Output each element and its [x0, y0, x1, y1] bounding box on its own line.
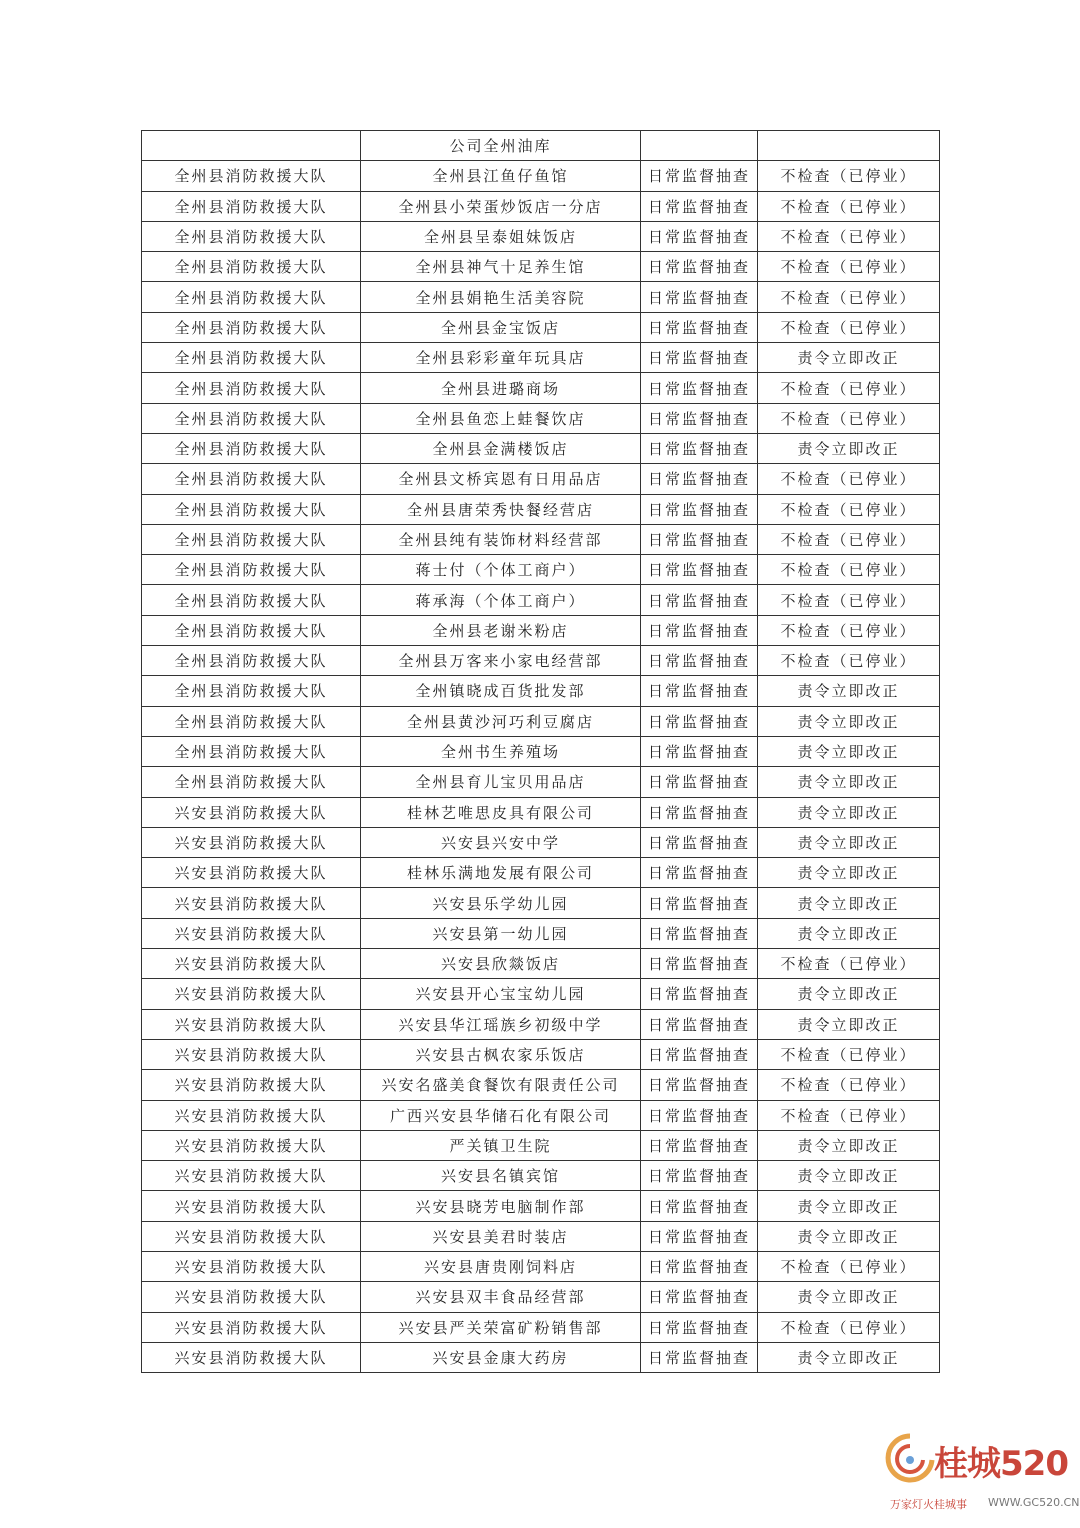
unit-cell: 全州县消防救援大队 — [142, 221, 361, 251]
method-cell: 日常监督抽查 — [641, 676, 758, 706]
result-cell: 不检查（已停业） — [758, 1039, 940, 1069]
result-cell: 不检查（已停业） — [758, 1100, 940, 1130]
table-row — [142, 918, 940, 948]
unit-cell: 兴安县消防救援大队 — [142, 858, 361, 888]
unit-cell: 全州县消防救援大队 — [142, 767, 361, 797]
unit-cell: 兴安县消防救援大队 — [142, 1191, 361, 1221]
venue-cell: 兴安县欣燚饭店 — [361, 949, 641, 979]
method-cell: 日常监督抽查 — [641, 1342, 758, 1372]
table-row — [142, 979, 940, 1009]
table-row — [142, 555, 940, 585]
table-row — [142, 1130, 940, 1160]
method-cell: 日常监督抽查 — [641, 1251, 758, 1281]
method-cell: 日常监督抽查 — [641, 373, 758, 403]
method-cell: 日常监督抽查 — [641, 312, 758, 342]
table-row — [142, 858, 940, 888]
result-cell: 责令立即改正 — [758, 827, 940, 857]
unit-cell: 全州县消防救援大队 — [142, 191, 361, 221]
venue-cell: 蒋士付（个体工商户） — [361, 555, 641, 585]
method-cell: 日常监督抽查 — [641, 161, 758, 191]
table-row — [142, 403, 940, 433]
unit-cell: 全州县消防救援大队 — [142, 161, 361, 191]
result-cell: 责令立即改正 — [758, 343, 940, 373]
result-cell: 责令立即改正 — [758, 1342, 940, 1372]
table-row — [142, 343, 940, 373]
venue-cell: 兴安县兴安中学 — [361, 827, 641, 857]
method-cell: 日常监督抽查 — [641, 1161, 758, 1191]
result-cell: 不检查（已停业） — [758, 1251, 940, 1281]
table-row — [142, 191, 940, 221]
table-row — [142, 1070, 940, 1100]
unit-cell: 兴安县消防救援大队 — [142, 1100, 361, 1130]
venue-cell: 兴安县金康大药房 — [361, 1342, 641, 1372]
venue-cell: 桂林艺唯思皮具有限公司 — [361, 797, 641, 827]
table-row — [142, 1282, 940, 1312]
result-cell: 不检查（已停业） — [758, 615, 940, 645]
unit-cell: 兴安县消防救援大队 — [142, 1282, 361, 1312]
table-row — [142, 494, 940, 524]
method-cell: 日常监督抽查 — [641, 736, 758, 766]
table-row — [142, 888, 940, 918]
result-cell: 责令立即改正 — [758, 858, 940, 888]
inspection-table — [141, 130, 940, 1373]
result-cell: 不检查（已停业） — [758, 282, 940, 312]
unit-cell: 兴安县消防救援大队 — [142, 1130, 361, 1160]
result-cell: 不检查（已停业） — [758, 949, 940, 979]
unit-cell: 全州县消防救援大队 — [142, 373, 361, 403]
venue-cell: 全州县金满楼饭店 — [361, 433, 641, 463]
venue-cell: 全州县金宝饭店 — [361, 312, 641, 342]
venue-cell: 公司全州油库 — [361, 131, 641, 161]
unit-cell: 全州县消防救援大队 — [142, 282, 361, 312]
result-cell: 不检查（已停业） — [758, 1070, 940, 1100]
method-cell: 日常监督抽查 — [641, 858, 758, 888]
venue-cell: 兴安县名镇宾馆 — [361, 1161, 641, 1191]
table-row — [142, 524, 940, 554]
watermark-site: WWW.GC520.CN — [988, 1496, 1080, 1509]
result-cell: 责令立即改正 — [758, 433, 940, 463]
unit-cell: 全州县消防救援大队 — [142, 464, 361, 494]
table-row — [142, 736, 940, 766]
table-row — [142, 464, 940, 494]
method-cell: 日常监督抽查 — [641, 827, 758, 857]
venue-cell: 全州县纯有装饰材料经营部 — [361, 524, 641, 554]
unit-cell: 兴安县消防救援大队 — [142, 888, 361, 918]
venue-cell: 全州县唐荣秀快餐经营店 — [361, 494, 641, 524]
method-cell: 日常监督抽查 — [641, 1070, 758, 1100]
unit-cell: 兴安县消防救援大队 — [142, 918, 361, 948]
method-cell: 日常监督抽查 — [641, 888, 758, 918]
result-cell: 不检查（已停业） — [758, 403, 940, 433]
venue-cell: 全州县鱼恋上蛙餐饮店 — [361, 403, 641, 433]
venue-cell: 全州县育儿宝贝用品店 — [361, 767, 641, 797]
unit-cell: 兴安县消防救援大队 — [142, 1221, 361, 1251]
venue-cell: 全州县进璐商场 — [361, 373, 641, 403]
venue-cell: 兴安县双丰食品经营部 — [361, 1282, 641, 1312]
result-cell: 不检查（已停业） — [758, 191, 940, 221]
watermark-brand: 桂城520 — [934, 1444, 1068, 1484]
unit-cell: 兴安县消防救援大队 — [142, 1342, 361, 1372]
method-cell: 日常监督抽查 — [641, 464, 758, 494]
table-row — [142, 797, 940, 827]
result-cell: 不检查（已停业） — [758, 494, 940, 524]
result-cell: 不检查（已停业） — [758, 646, 940, 676]
method-cell: 日常监督抽查 — [641, 1009, 758, 1039]
method-cell: 日常监督抽查 — [641, 979, 758, 1009]
result-cell: 责令立即改正 — [758, 797, 940, 827]
table-row — [142, 1342, 940, 1372]
table-row — [142, 706, 940, 736]
method-cell: 日常监督抽查 — [641, 1100, 758, 1130]
unit-cell: 全州县消防救援大队 — [142, 312, 361, 342]
method-cell: 日常监督抽查 — [641, 615, 758, 645]
unit-cell: 兴安县消防救援大队 — [142, 1251, 361, 1281]
result-cell: 责令立即改正 — [758, 676, 940, 706]
table-row — [142, 312, 940, 342]
table-row — [142, 373, 940, 403]
unit-cell: 全州县消防救援大队 — [142, 343, 361, 373]
unit-cell: 兴安县消防救援大队 — [142, 1070, 361, 1100]
unit-cell: 全州县消防救援大队 — [142, 252, 361, 282]
unit-cell: 兴安县消防救援大队 — [142, 979, 361, 1009]
venue-cell: 严关镇卫生院 — [361, 1130, 641, 1160]
table-row — [142, 1251, 940, 1281]
venue-cell: 兴安县第一幼儿园 — [361, 918, 641, 948]
method-cell: 日常监督抽查 — [641, 494, 758, 524]
unit-cell: 全州县消防救援大队 — [142, 706, 361, 736]
unit-cell: 兴安县消防救援大队 — [142, 1009, 361, 1039]
table-row — [142, 827, 940, 857]
method-cell: 日常监督抽查 — [641, 555, 758, 585]
result-cell: 责令立即改正 — [758, 1161, 940, 1191]
method-cell: 日常监督抽查 — [641, 767, 758, 797]
unit-cell: 全州县消防救援大队 — [142, 615, 361, 645]
unit-cell — [142, 131, 361, 161]
table-row — [142, 1009, 940, 1039]
table-row — [142, 1100, 940, 1130]
method-cell: 日常监督抽查 — [641, 282, 758, 312]
venue-cell: 兴安县开心宝宝幼儿园 — [361, 979, 641, 1009]
method-cell: 日常监督抽查 — [641, 1130, 758, 1160]
venue-cell: 全州县江鱼仔鱼馆 — [361, 161, 641, 191]
method-cell: 日常监督抽查 — [641, 918, 758, 948]
table-row — [142, 252, 940, 282]
method-cell: 日常监督抽查 — [641, 1039, 758, 1069]
unit-cell: 全州县消防救援大队 — [142, 524, 361, 554]
method-cell: 日常监督抽查 — [641, 797, 758, 827]
result-cell: 不检查（已停业） — [758, 312, 940, 342]
table-row — [142, 433, 940, 463]
method-cell: 日常监督抽查 — [641, 585, 758, 615]
unit-cell: 兴安县消防救援大队 — [142, 1039, 361, 1069]
venue-cell: 桂林乐满地发展有限公司 — [361, 858, 641, 888]
venue-cell: 全州镇晓成百货批发部 — [361, 676, 641, 706]
result-cell: 责令立即改正 — [758, 979, 940, 1009]
table-row — [142, 131, 940, 161]
method-cell: 日常监督抽查 — [641, 524, 758, 554]
result-cell: 责令立即改正 — [758, 1282, 940, 1312]
unit-cell: 兴安县消防救援大队 — [142, 797, 361, 827]
venue-cell: 全州县神气十足养生馆 — [361, 252, 641, 282]
result-cell: 责令立即改正 — [758, 1009, 940, 1039]
table-row — [142, 585, 940, 615]
site-watermark — [884, 1430, 1080, 1522]
venue-cell: 全州县万客来小家电经营部 — [361, 646, 641, 676]
unit-cell: 全州县消防救援大队 — [142, 403, 361, 433]
unit-cell: 全州县消防救援大队 — [142, 433, 361, 463]
method-cell: 日常监督抽查 — [641, 1221, 758, 1251]
table-row — [142, 646, 940, 676]
table-row — [142, 1221, 940, 1251]
result-cell: 不检查（已停业） — [758, 161, 940, 191]
method-cell: 日常监督抽查 — [641, 191, 758, 221]
table-row — [142, 949, 940, 979]
method-cell: 日常监督抽查 — [641, 949, 758, 979]
unit-cell: 兴安县消防救援大队 — [142, 949, 361, 979]
venue-cell: 兴安县古枫农家乐饭店 — [361, 1039, 641, 1069]
table-row — [142, 676, 940, 706]
table-row — [142, 1039, 940, 1069]
method-cell: 日常监督抽查 — [641, 343, 758, 373]
result-cell: 责令立即改正 — [758, 736, 940, 766]
result-cell: 不检查（已停业） — [758, 221, 940, 251]
table-row — [142, 221, 940, 251]
unit-cell: 兴安县消防救援大队 — [142, 1312, 361, 1342]
venue-cell: 全州县彩彩童年玩具店 — [361, 343, 641, 373]
method-cell: 日常监督抽查 — [641, 1282, 758, 1312]
method-cell: 日常监督抽查 — [641, 706, 758, 736]
result-cell: 不检查（已停业） — [758, 252, 940, 282]
venue-cell: 兴安县晓芳电脑制作部 — [361, 1191, 641, 1221]
result-cell: 不检查（已停业） — [758, 524, 940, 554]
venue-cell: 广西兴安县华储石化有限公司 — [361, 1100, 641, 1130]
watermark-slogan: 万家灯火桂城事 — [890, 1498, 967, 1511]
unit-cell: 全州县消防救援大队 — [142, 585, 361, 615]
venue-cell: 兴安县美君时装店 — [361, 1221, 641, 1251]
table-row — [142, 615, 940, 645]
result-cell: 不检查（已停业） — [758, 585, 940, 615]
result-cell: 责令立即改正 — [758, 767, 940, 797]
method-cell: 日常监督抽查 — [641, 221, 758, 251]
method-cell — [641, 131, 758, 161]
venue-cell: 全州县小荣蛋炒饭店一分店 — [361, 191, 641, 221]
result-cell: 责令立即改正 — [758, 888, 940, 918]
table-row — [142, 767, 940, 797]
venue-cell: 全州县黄沙河巧利豆腐店 — [361, 706, 641, 736]
method-cell: 日常监督抽查 — [641, 433, 758, 463]
unit-cell: 兴安县消防救援大队 — [142, 827, 361, 857]
unit-cell: 全州县消防救援大队 — [142, 646, 361, 676]
result-cell: 不检查（已停业） — [758, 555, 940, 585]
venue-cell: 兴安县乐学幼儿园 — [361, 888, 641, 918]
venue-cell: 全州县呈泰姐妹饭店 — [361, 221, 641, 251]
result-cell: 责令立即改正 — [758, 1191, 940, 1221]
unit-cell: 兴安县消防救援大队 — [142, 1161, 361, 1191]
table-row — [142, 161, 940, 191]
venue-cell: 全州书生养殖场 — [361, 736, 641, 766]
table-row — [142, 282, 940, 312]
method-cell: 日常监督抽查 — [641, 252, 758, 282]
venue-cell: 全州县文桥宾恩有日用品店 — [361, 464, 641, 494]
result-cell: 责令立即改正 — [758, 918, 940, 948]
method-cell: 日常监督抽查 — [641, 1312, 758, 1342]
venue-cell: 兴安县严关荣富矿粉销售部 — [361, 1312, 641, 1342]
result-cell: 责令立即改正 — [758, 1130, 940, 1160]
unit-cell: 全州县消防救援大队 — [142, 494, 361, 524]
table-row — [142, 1191, 940, 1221]
result-cell: 责令立即改正 — [758, 1221, 940, 1251]
venue-cell: 兴安名盛美食餐饮有限责任公司 — [361, 1070, 641, 1100]
watermark-logo-icon — [884, 1430, 936, 1490]
method-cell: 日常监督抽查 — [641, 1191, 758, 1221]
result-cell: 不检查（已停业） — [758, 464, 940, 494]
result-cell: 不检查（已停业） — [758, 1312, 940, 1342]
table-row — [142, 1161, 940, 1191]
result-cell: 不检查（已停业） — [758, 373, 940, 403]
venue-cell: 兴安县华江瑶族乡初级中学 — [361, 1009, 641, 1039]
result-cell — [758, 131, 940, 161]
method-cell: 日常监督抽查 — [641, 403, 758, 433]
result-cell: 责令立即改正 — [758, 706, 940, 736]
venue-cell: 全州县娟艳生活美容院 — [361, 282, 641, 312]
unit-cell: 全州县消防救援大队 — [142, 555, 361, 585]
unit-cell: 全州县消防救援大队 — [142, 736, 361, 766]
table-row — [142, 1312, 940, 1342]
venue-cell: 全州县老谢米粉店 — [361, 615, 641, 645]
venue-cell: 兴安县唐贵刚饲料店 — [361, 1251, 641, 1281]
unit-cell: 全州县消防救援大队 — [142, 676, 361, 706]
venue-cell: 蒋承海（个体工商户） — [361, 585, 641, 615]
method-cell: 日常监督抽查 — [641, 646, 758, 676]
table-body — [142, 131, 940, 1373]
